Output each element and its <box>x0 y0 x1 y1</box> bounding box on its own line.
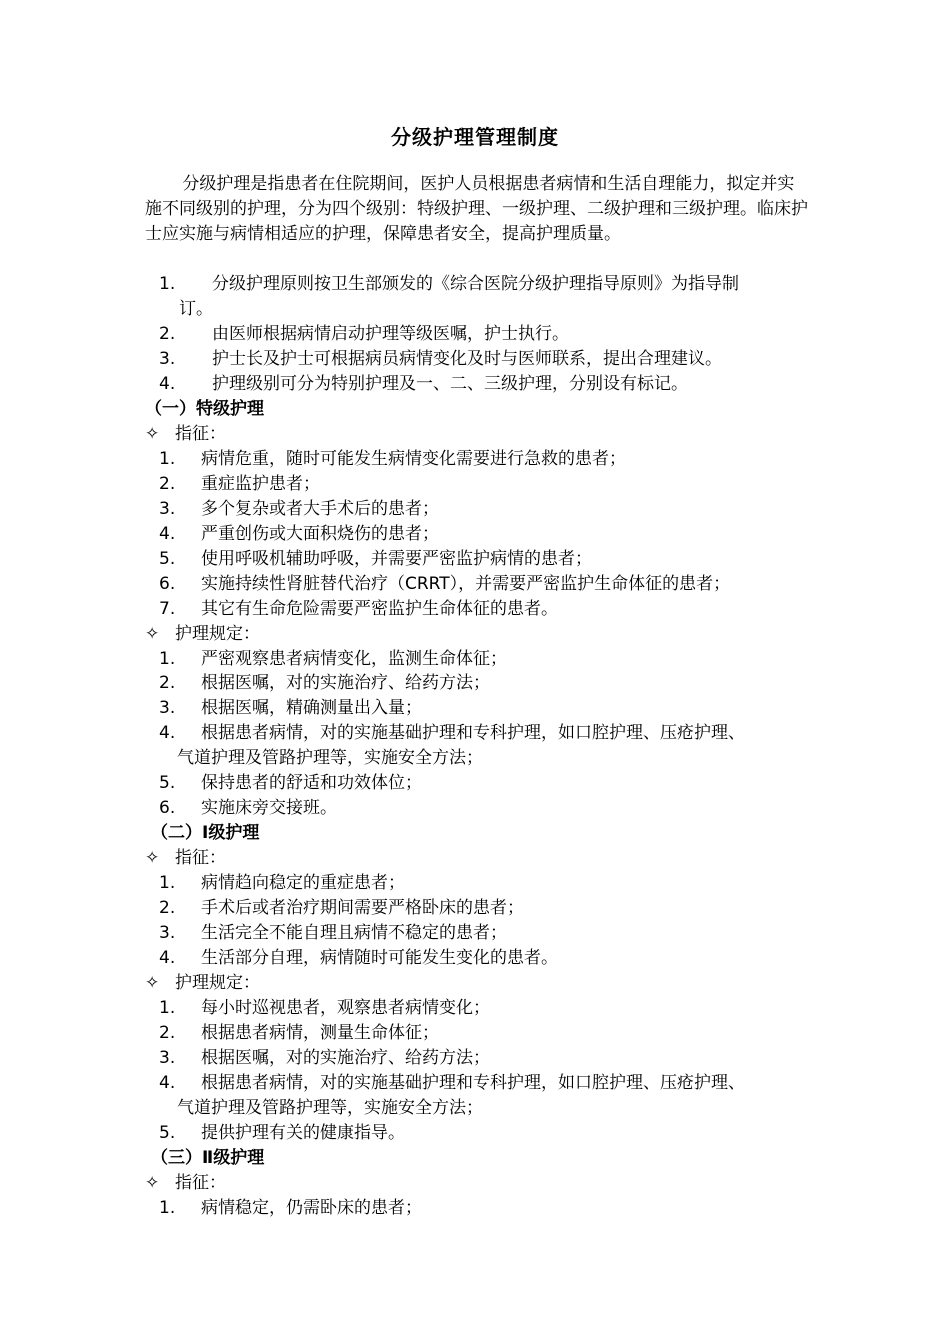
list-item: 3. 多个复杂或者大手术后的患者； <box>159 498 439 519</box>
diamond-bullet-icon: ✧ <box>145 623 160 644</box>
intro-paragraph <box>145 172 810 247</box>
indication-label: ✧ 指征： <box>145 846 815 871</box>
list-item: 1. 病情危重，随时可能发生病情变化需要进行急救的患者； <box>159 448 626 469</box>
principle-item <box>145 322 810 347</box>
list-item: 4. 根据患者病情，对的实施基础护理和专科护理，如口腔护理、压疮护理、 气道护理及管路护理等，实施安全方法； <box>159 723 745 769</box>
item-text: 由医师根据病情启动护理等级医嘱，护士执行。 <box>212 324 569 344</box>
list-item: 1. 严密观察患者病情变化，监测生命体征； <box>159 648 507 669</box>
diamond-bullet-icon: ✧ <box>145 848 160 869</box>
item-text: 护士长及护士可根据病员病情变化及时与医师联系，提出合理建议。 <box>212 349 722 369</box>
list-item: 7. 其它有生命危险需要严密监护生命体征的患者。 <box>159 598 558 619</box>
intro-text: 分级护理是指患者在住院期间，医护人员根据患者病情和生活自理能力，拟定并实施不同级别的护理，分为四个级别：特级护理、一级护理、二级护理和三级护理。临床护士应实施与病情相适应的护理，保障患者安全，提高护理质量。 <box>145 174 808 244</box>
principle-item <box>145 272 810 297</box>
document-title: 分级护理管理制度 <box>391 125 559 149</box>
list-item: 2. 根据患者病情，测量生命体征； <box>159 1022 439 1043</box>
list-item: 3. 生活完全不能自理且病情不稳定的患者； <box>159 923 507 944</box>
list-item: 4. 生活部分自理，病情随时可能发生变化的患者。 <box>159 947 558 968</box>
care-label: ✧ 护理规定： <box>145 622 815 647</box>
item-text: 订。 <box>179 299 213 319</box>
principles-list <box>145 272 810 397</box>
item-number: 2. <box>159 324 176 344</box>
document-body <box>145 397 815 1220</box>
principle-item-continuation <box>145 297 810 322</box>
list-item: 4. 根据患者病情，对的实施基础护理和专科护理，如口腔护理、压疮护理、 气道护理及管路护理等，实施安全方法； <box>159 1072 745 1118</box>
indication-label: ✧ 指征： <box>145 1171 815 1196</box>
list-item: 4. 严重创伤或大面积烧伤的患者； <box>159 523 439 544</box>
list-item: 1. 病情稳定，仍需卧床的患者； <box>159 1197 422 1218</box>
list-item: 2. 根据医嘱，对的实施治疗、给药方法； <box>159 673 490 694</box>
list-item: 3. 根据医嘱，精确测量出入量； <box>159 698 422 719</box>
list-item: 1. 病情趋向稳定的重症患者； <box>159 873 405 894</box>
item-number: 1. <box>159 274 176 294</box>
principle-item <box>145 372 810 397</box>
section-heading: （三）Ⅱ级护理 <box>151 1147 265 1168</box>
diamond-bullet-icon: ✧ <box>145 423 160 444</box>
list-item: 5. 提供护理有关的健康指导。 <box>159 1122 405 1143</box>
principle-item <box>145 347 810 372</box>
section-heading: （二）Ⅰ级护理 <box>151 823 260 844</box>
list-item: 6. 实施持续性肾脏替代治疗（CRRT），并需要严密监护生命体征的患者； <box>159 573 731 594</box>
list-item: 1. 每小时巡视患者，观察患者病情变化； <box>159 997 490 1018</box>
item-text: 分级护理原则按卫生部颁发的《综合医院分级护理指导原则》为指导制 <box>212 274 739 294</box>
list-item: 6. 实施床旁交接班。 <box>159 798 337 819</box>
list-item: 2. 手术后或者治疗期间需要严格卧床的患者； <box>159 898 524 919</box>
indication-label: ✧ 指征： <box>145 422 815 447</box>
diamond-bullet-icon: ✧ <box>145 1172 160 1193</box>
list-item: 5. 使用呼吸机辅助呼吸，并需要严密监护病情的患者； <box>159 548 592 569</box>
item-number: 4. <box>159 374 176 394</box>
item-text: 护理级别可分为特别护理及一、二、三级护理，分别设有标记。 <box>212 374 688 394</box>
list-item: 2. 重症监护患者； <box>159 473 320 494</box>
list-item: 3. 根据医嘱，对的实施治疗、给药方法； <box>159 1047 490 1068</box>
care-label: ✧ 护理规定： <box>145 971 815 996</box>
diamond-bullet-icon: ✧ <box>145 972 160 993</box>
section-heading: （一）特级护理 <box>145 399 264 419</box>
item-number: 3. <box>159 349 176 369</box>
list-item: 5. 保持患者的舒适和功效体位； <box>159 773 422 794</box>
